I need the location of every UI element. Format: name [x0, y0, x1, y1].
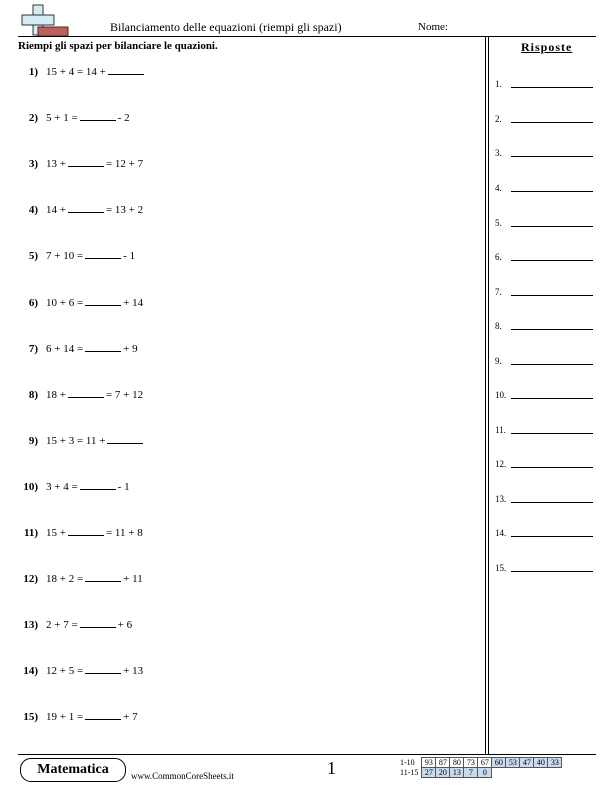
answer-blank[interactable] [80, 109, 116, 121]
answer-slot[interactable] [495, 148, 502, 158]
score-cell: 33 [548, 758, 562, 768]
equation-right: = 7 + 12 [105, 388, 144, 401]
answer-slot[interactable] [495, 459, 506, 469]
score-cell: 20 [436, 768, 450, 778]
answer-number: 13. [495, 494, 507, 504]
problem-row [18, 294, 143, 310]
problem-row [18, 247, 135, 263]
equation-right: + 13 [123, 665, 144, 678]
problem-number: 1) [28, 66, 38, 78]
answer-blank[interactable] [80, 478, 116, 490]
answer-number: 7. [495, 287, 502, 297]
equation-left: 13 + [46, 158, 66, 171]
score-row [398, 758, 562, 768]
answer-number: 14. [495, 528, 507, 538]
answer-slot[interactable] [495, 183, 502, 193]
answer-number: 10. [495, 390, 507, 400]
answer-line[interactable] [511, 467, 593, 468]
answer-number: 11. [495, 425, 506, 435]
answer-slot[interactable] [495, 218, 502, 228]
problem-number: 15) [23, 711, 38, 724]
equation-left: 15 + [46, 527, 66, 539]
answer-number: 4. [495, 183, 502, 193]
answer-blank[interactable] [68, 386, 104, 398]
plus-minus-logo-icon [18, 4, 70, 38]
answer-number: 12. [495, 459, 507, 469]
answer-blank[interactable] [108, 63, 144, 75]
equation-right: + 9 [123, 342, 138, 355]
answer-blank[interactable] [85, 247, 121, 259]
instructions: Riempi gli spazi per bilanciare le quazioni. [18, 40, 218, 52]
equation-left: 19 + 1 = [46, 711, 84, 724]
equation-left: 18 + 2 = [46, 573, 84, 586]
problem-number: 13) [23, 619, 38, 632]
answer-slot[interactable] [495, 287, 502, 297]
answer-slot[interactable] [495, 563, 506, 573]
answer-line[interactable] [511, 329, 593, 330]
score-cell: 80 [450, 758, 464, 768]
score-range-label: 11-15 [400, 768, 419, 777]
answer-line[interactable] [511, 295, 593, 296]
equation-left: 5 + 1 = [46, 112, 78, 125]
answer-blank[interactable] [85, 340, 121, 352]
score-table [398, 757, 562, 778]
problem-number: 12) [23, 573, 38, 586]
problem-row [18, 386, 143, 402]
score-cell: 13 [450, 768, 464, 778]
score-range-label: 1-10 [400, 758, 415, 767]
equation-right: + 6 [117, 619, 133, 632]
equation-left: 6 + 14 = [46, 342, 84, 355]
answer-number: 15. [495, 563, 507, 573]
score-cell: 73 [464, 758, 478, 768]
score-cell: 40 [534, 758, 548, 768]
problem-number: 7) [28, 342, 38, 355]
answer-slot[interactable] [495, 494, 506, 504]
equation-right: - 2 [117, 112, 130, 125]
answer-line[interactable] [511, 260, 593, 261]
equation-left: 7 + 10 = [46, 250, 84, 263]
problem-number: 11) [23, 527, 38, 539]
answer-blank[interactable] [68, 201, 104, 213]
problem-row [18, 478, 130, 494]
problem-number: 8) [28, 388, 38, 401]
answer-line[interactable] [511, 156, 593, 157]
equation-right: = 13 + 2 [105, 204, 144, 217]
answer-line[interactable] [511, 226, 593, 227]
equation-left: 10 + 6 = [46, 296, 84, 309]
name-label: Nome: [418, 21, 448, 33]
answer-line[interactable] [511, 536, 593, 537]
equation-right: = 12 + 7 [105, 158, 144, 171]
answers-title: Risposte [521, 40, 573, 54]
problem-row [18, 524, 143, 540]
problem-row [18, 201, 143, 217]
answer-blank[interactable] [85, 708, 121, 720]
answer-slot[interactable] [495, 79, 502, 89]
score-row [398, 768, 562, 778]
problem-row [18, 63, 146, 79]
problem-row [18, 155, 143, 171]
answer-line[interactable] [511, 433, 593, 434]
brand-badge: Matematica [20, 758, 126, 782]
answer-blank[interactable] [80, 616, 116, 628]
answer-blank[interactable] [68, 524, 104, 536]
page-number: 1 [327, 758, 336, 778]
answer-number: 8. [495, 321, 502, 331]
answer-slot[interactable] [495, 356, 502, 366]
problem-number: 6) [28, 296, 38, 309]
answer-line[interactable] [511, 87, 593, 88]
equation-right: - 1 [123, 250, 136, 263]
score-cell: 67 [478, 758, 492, 768]
score-cell: 27 [422, 768, 436, 778]
answer-number: 1. [495, 79, 502, 89]
answer-blank[interactable] [107, 432, 143, 444]
answer-slot[interactable] [495, 528, 506, 538]
site-url: www.CommonCoreSheets.it [131, 771, 234, 781]
worksheet-title: Bilanciamento delle equazioni (riempi gli spazi) [110, 20, 342, 34]
score-cell: 0 [478, 768, 492, 778]
equation-left: 12 + 5 = [46, 665, 84, 678]
equation-right: - 1 [117, 480, 130, 493]
equation-right: + 14 [123, 296, 144, 309]
answer-line[interactable] [511, 122, 593, 123]
answer-number: 2. [495, 114, 502, 124]
footer-divider [18, 754, 596, 755]
answer-line[interactable] [511, 571, 593, 572]
answer-slot[interactable] [495, 252, 502, 262]
equation-right: + 7 [123, 711, 138, 724]
equation-left: 2 + 7 = [46, 619, 78, 632]
answer-number: 6. [495, 252, 502, 262]
problem-number: 14) [23, 665, 38, 678]
answer-line[interactable] [511, 398, 593, 399]
equation-left: 18 + [46, 388, 66, 401]
score-cell: 47 [520, 758, 534, 768]
equation-left: 3 + 4 = [46, 480, 78, 493]
answer-line[interactable] [511, 191, 593, 192]
score-cell: 7 [464, 768, 478, 778]
answer-blank[interactable] [85, 570, 121, 582]
problem-number: 9) [28, 434, 38, 447]
problem-number: 3) [28, 158, 38, 171]
problem-row [18, 109, 130, 125]
answer-slot[interactable] [495, 390, 506, 400]
score-cell: 53 [506, 758, 520, 768]
equation-left: 15 + 4 = 14 + [46, 66, 106, 78]
answer-slot[interactable] [495, 114, 502, 124]
equation-right: = 11 + 8 [105, 527, 143, 539]
problem-row [18, 662, 143, 678]
problem-number: 5) [28, 250, 38, 263]
equation-left: 14 + [46, 204, 66, 217]
problem-number: 4) [28, 204, 38, 217]
answer-number: 5. [495, 218, 502, 228]
answer-line[interactable] [511, 364, 593, 365]
answer-slot[interactable] [495, 321, 502, 331]
problem-row [18, 570, 143, 586]
answer-slot[interactable] [495, 425, 506, 435]
problem-row [18, 616, 132, 632]
column-divider [488, 36, 489, 754]
score-cell: 93 [422, 758, 436, 768]
problem-number: 2) [28, 112, 38, 125]
score-cell: 87 [436, 758, 450, 768]
problem-row [18, 708, 138, 724]
answer-line[interactable] [511, 502, 593, 503]
answer-blank[interactable] [68, 155, 104, 167]
equation-right: + 11 [123, 573, 143, 586]
answer-number: 3. [495, 148, 502, 158]
column-divider [485, 36, 486, 754]
answer-blank[interactable] [85, 662, 121, 674]
score-cell: 60 [492, 758, 506, 768]
problem-row [18, 340, 138, 356]
answer-number: 9. [495, 356, 502, 366]
problem-row [18, 432, 145, 448]
problem-number: 10) [23, 480, 38, 493]
equation-left: 15 + 3 = 11 + [46, 434, 106, 447]
answer-blank[interactable] [85, 294, 121, 306]
header-divider [18, 36, 596, 37]
